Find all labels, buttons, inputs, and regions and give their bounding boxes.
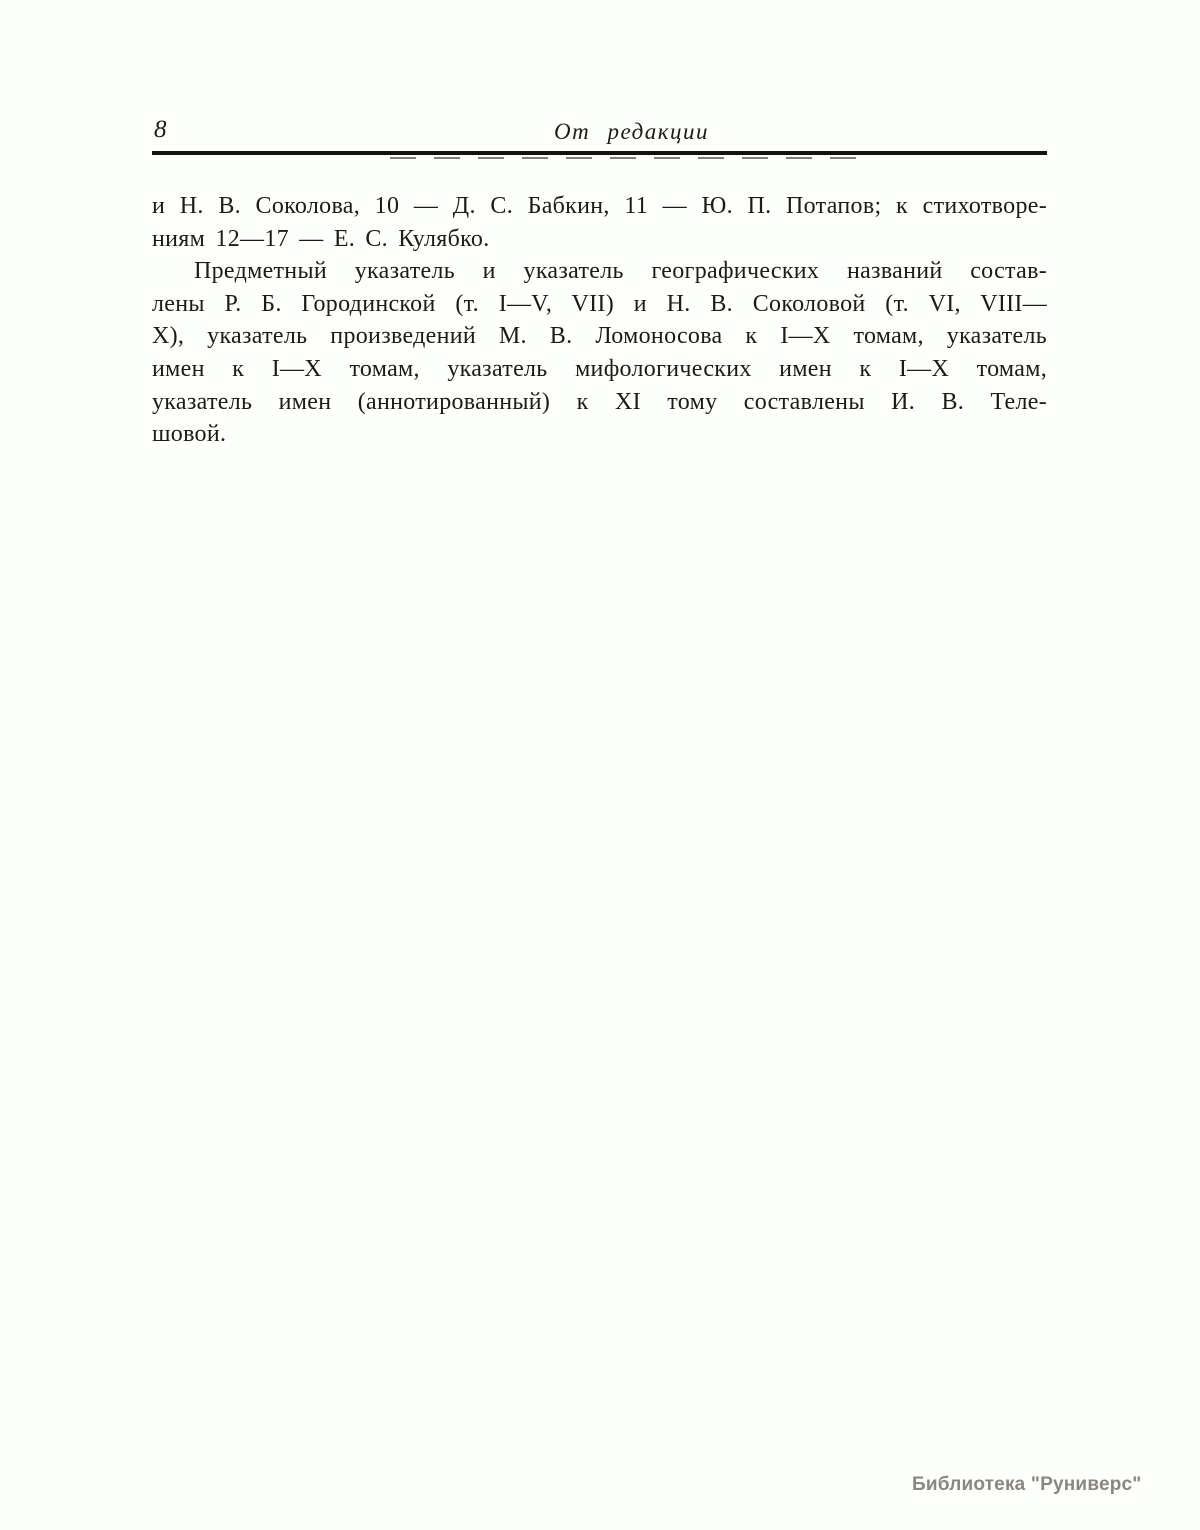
header-rule (152, 151, 1047, 155)
page-header (152, 116, 1047, 150)
text-line: имен к I—X томам, указатель мифологических имен к I—X томам, (152, 355, 1047, 382)
page-number: 8 (154, 116, 167, 143)
text-line: лены Р. Б. Городинской (т. I—V, VII) и Н. В. Соколовой (т. VI, VIII— (152, 290, 1047, 317)
text-line: указатель имен (аннотированный) к XI тому составлены И. В. Теле- (152, 388, 1047, 415)
text-line: шовой. (152, 421, 227, 448)
running-head-title: От редакции (554, 119, 709, 144)
header-rule-scan-artifact (390, 157, 860, 159)
library-watermark: Библиотека "Руниверс" (912, 1474, 1142, 1495)
body-text-block (152, 190, 1047, 451)
text-line: ниям 12—17 — Е. С. Кулябко. (152, 225, 490, 252)
text-line: и Н. В. Соколова, 10 — Д. С. Бабкин, 11 — Ю. П. Потапов; к стихотворе- (152, 193, 1047, 219)
text-line: Предметный указатель и указатель географических названий состав- (194, 258, 1047, 285)
text-line: X), указатель произведений М. В. Ломоносова к I—X томам, указатель (152, 323, 1047, 350)
